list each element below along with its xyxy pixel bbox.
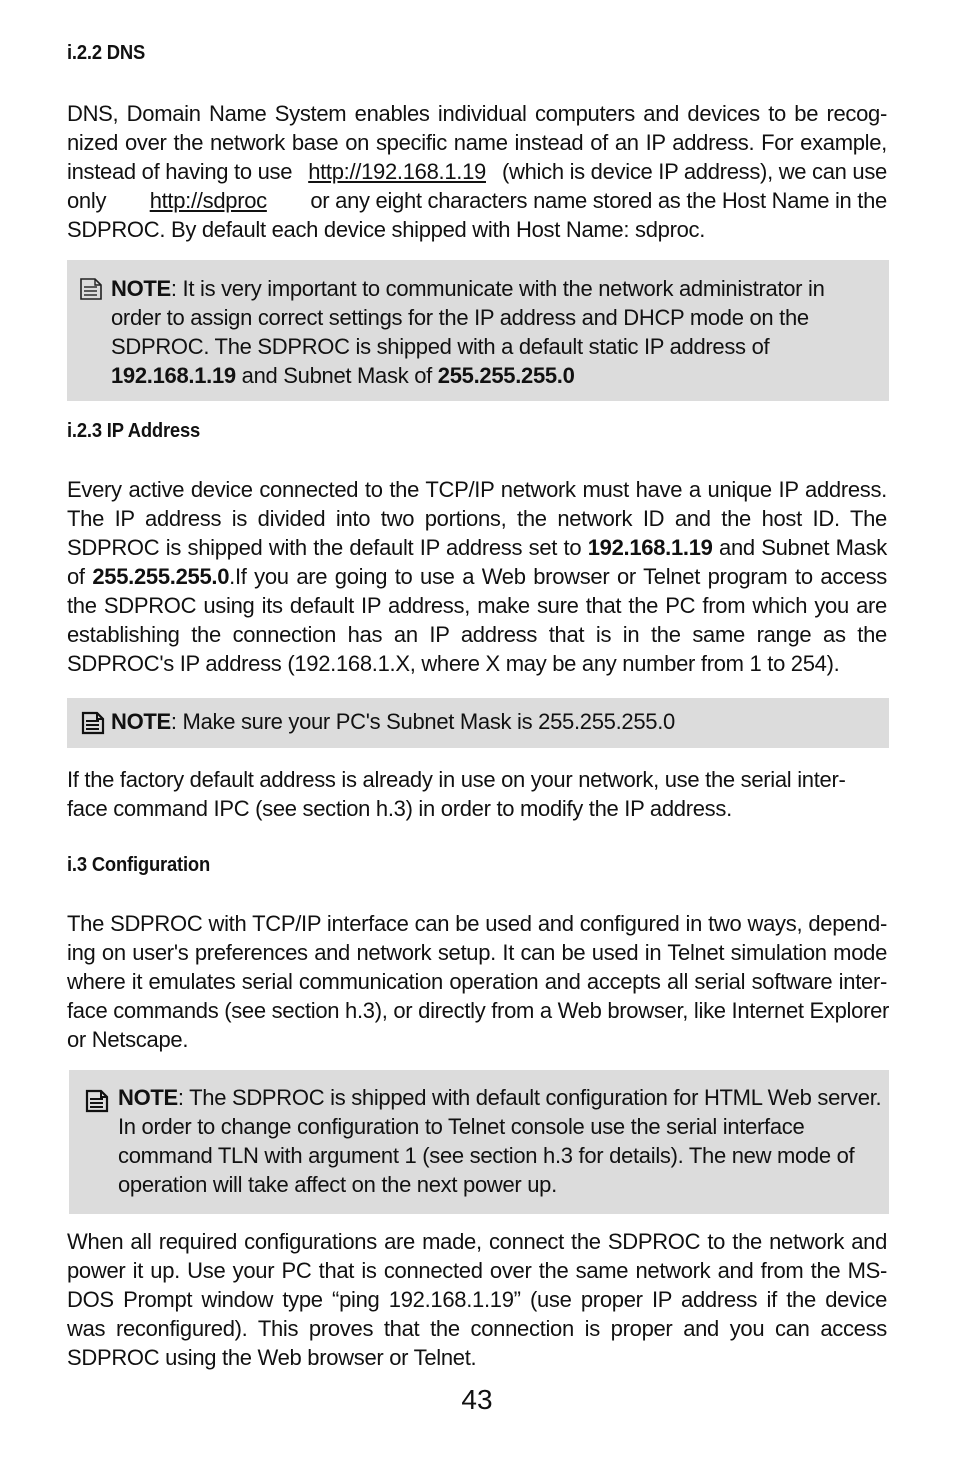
dns-note-box [67,260,889,401]
note-document-icon [79,277,103,301]
ip-address-paragraph: Every active device connected to the TCP/IP network must have a unique IP address. The IP address is divided into two portions, the network ID and the host ID. The SDPROC is shipped with the default IP address set to 192.168.1.19 and Subnet Mask of 255.255.255.0.If you are going to use a Web browser or Telnet program to access the SDPROC using its default IP address, make sure that the PC from which you are establishing the connection has an IP address that is in the same range as the SDPROC's IP address (192.168.1.X, where X may be any number from 1 to 254). [67,477,888,676]
default-mask-value: 255.255.255.0 [437,363,575,388]
ip-url-link[interactable]: http://192.168.1.19 [308,159,486,184]
page-number: 43 [461,1384,493,1415]
note-document-icon [85,1089,109,1113]
sdproc-url-link[interactable]: http://sdproc [149,188,267,213]
factory-default-paragraph: If the factory default address is already in use on your network, use the serial inter- face command IPC (see section h.3) in order to modify the IP address. [67,767,846,821]
dns-line-4: only http://sdproc or any eight characters name stored as the Host Name in the [67,188,887,213]
section-heading-dns: i.2.2 DNS [67,42,146,64]
dns-line-3: instead of having to use http://192.168.1.19 (which is device IP address), we can use [67,159,887,184]
dns-line-1: DNS, Domain Name System enables individual computers and devices to be recog- [67,101,887,126]
config-note-box [69,1070,889,1214]
note-label: NOTE [111,709,171,734]
note-label: NOTE [118,1085,178,1110]
dns-line-5: SDPROC. By default each device shipped with Host Name: sdproc. [67,217,706,242]
subnet-note-box [67,698,889,748]
dns-paragraph [67,99,887,244]
dns-line-2: nized over the network base on specific name instead of an IP address. For example, [67,130,887,155]
dns-note-text: NOTE: It is very important to communicate with the network administrator in order to assign correct settings for the IP address and DHCP mode on the SDPROC. The SDPROC is shipped with a default static IP address of 192.168.1.19 and Subnet Mask of 255.255.255.0 [111,276,825,388]
default-ip-value: 192.168.1.19 [111,363,236,388]
configuration-paragraph: The SDPROC with TCP/IP interface can be used and configured in two ways, depend- ing on user's preferences and network setup. It can be used in Telnet simulation mode where it emulates serial communication operation and accepts all serial software inter- face commands (see section h.3), or directly from a Web browser, like Internet Explorer or Netscape. [67,911,890,1052]
section-heading-ip-address: i.2.3 IP Address [67,420,201,442]
subnet-note-text: NOTE: Make sure your PC's Subnet Mask is 255.255.255.0 [111,709,675,734]
note-label: NOTE [111,276,171,301]
connect-paragraph: When all required configurations are made, connect the SDPROC to the network and power it up. Use your PC that is connected over the same network and from the MS- DOS Prompt window type “ping 192.168.1.19” (use proper IP address if the device was reconfigured). This proves that the connection is proper and you can access SDPROC using the Web browser or Telnet. [67,1229,887,1370]
section-heading-configuration: i.3 Configuration [67,854,211,876]
config-note-text: NOTE: The SDPROC is shipped with default configuration for HTML Web server. In order to change configuration to Telnet console use the serial interface command TLN with argument 1 (see section h.3 for details). The new mode of operation will take affect on the next power up. [118,1085,882,1197]
note-document-icon [81,711,105,735]
